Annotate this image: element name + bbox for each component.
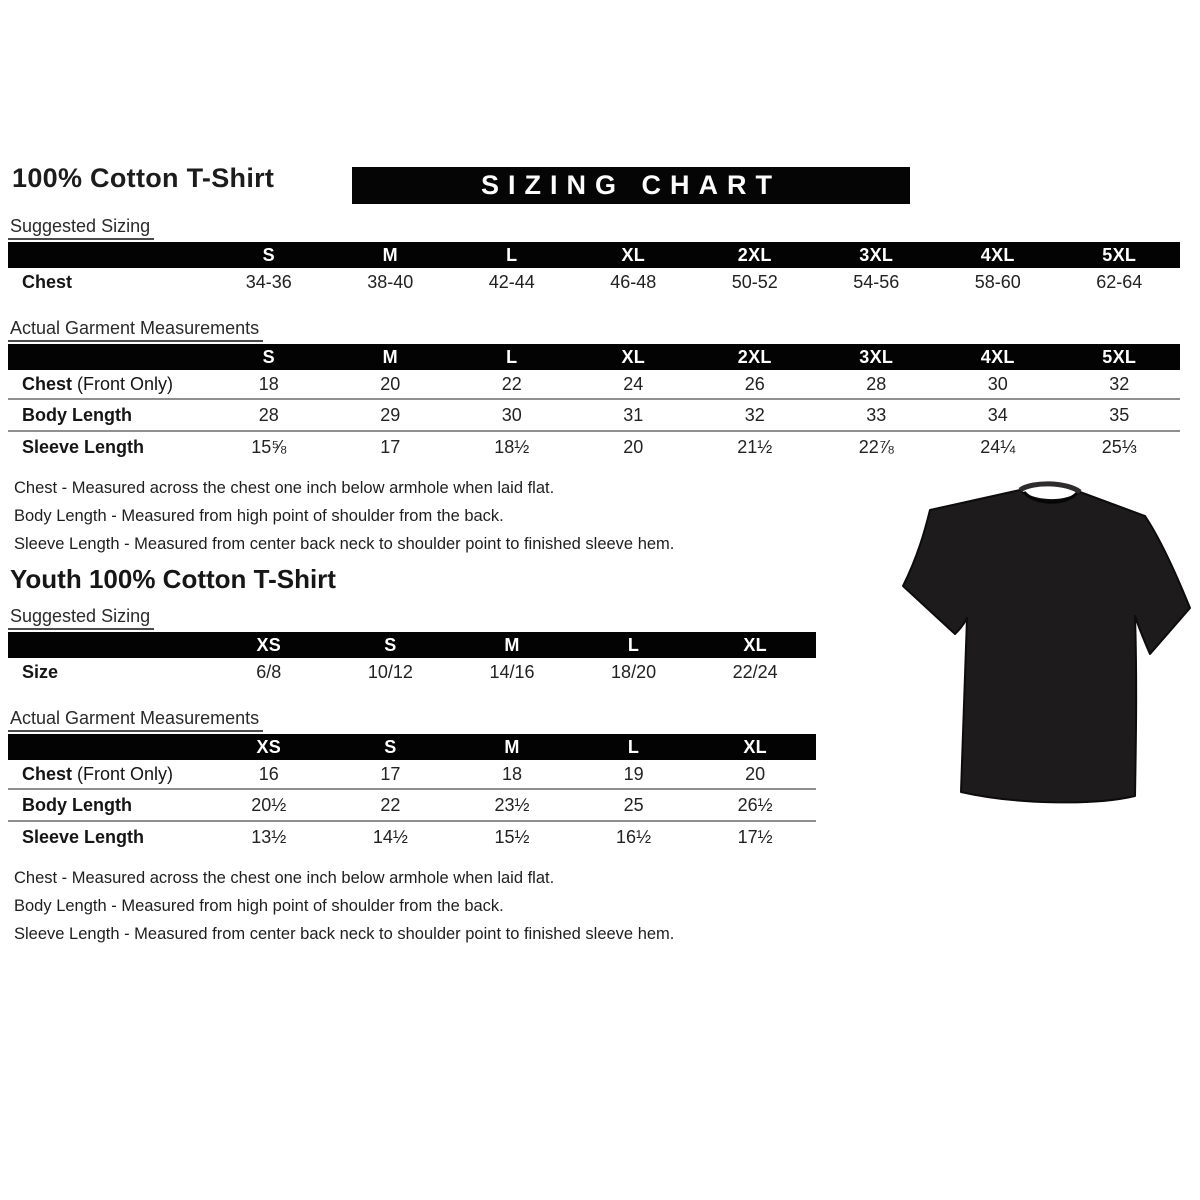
measurement-cell: 23½ [494, 794, 530, 815]
measurement-cell: 26 [744, 373, 765, 394]
row-label [8, 764, 208, 785]
measurement-cell: 24 [623, 373, 644, 394]
measurement-cell: 34-36 [245, 271, 292, 292]
youth-actual-measurements-table [8, 734, 816, 852]
measurement-cell: 30 [501, 404, 522, 425]
measurement-cell: 32 [1109, 373, 1130, 394]
measurement-cell: 25 [623, 794, 644, 815]
row-label-text: Body Length [22, 794, 132, 815]
black-tshirt-graphic [893, 478, 1198, 810]
measurement-cell: 6/8 [256, 661, 282, 682]
measurement-cell: 13½ [251, 826, 287, 847]
measurement-cell: 50-52 [731, 271, 778, 292]
measurement-cell: 21½ [737, 436, 773, 457]
measurement-cell: 18/20 [611, 661, 657, 682]
adult-suggested-sizing-table [8, 242, 1180, 296]
table-row [8, 788, 816, 820]
size-header-cell: S [384, 736, 397, 757]
note-chest: Chest - Measured across the chest one inch below armhole when laid flat. [14, 869, 555, 887]
measurement-cell: 15⅝ [251, 436, 287, 457]
size-header-cell: XS [256, 634, 282, 655]
measurement-cell: 22/24 [732, 661, 778, 682]
measurement-cell: 58-60 [974, 271, 1021, 292]
size-header-cell: S [384, 634, 397, 655]
table-row [8, 820, 816, 852]
size-header-cell: 2XL [737, 244, 772, 265]
measurement-cell: 42-44 [488, 271, 535, 292]
row-label [8, 272, 208, 293]
sizing-chart-banner: SIZING CHART [352, 167, 910, 204]
measurement-cell: 14/16 [489, 661, 535, 682]
measurement-cell: 20 [380, 373, 401, 394]
table-row [8, 370, 1180, 398]
size-header-cell: 2XL [737, 346, 772, 367]
size-header-cell: L [506, 244, 518, 265]
youth-actual-header-row [8, 734, 816, 760]
size-header-cell: 5XL [1102, 244, 1137, 265]
note-sleeve-length: Sleeve Length - Measured from center back neck to shoulder point to finished sleeve hem. [14, 925, 675, 943]
measurement-cell: 17½ [737, 826, 773, 847]
measurement-cell: 22 [501, 373, 522, 394]
size-header-cell: XL [743, 634, 767, 655]
measurement-cell: 34 [987, 404, 1008, 425]
youth-section-title: Youth 100% Cotton T-Shirt [10, 564, 336, 594]
size-header-cell: M [382, 346, 398, 367]
adult-actual-header-row [8, 344, 1180, 370]
size-header-cell: 3XL [859, 346, 894, 367]
note-chest: Chest - Measured across the chest one inch below armhole when laid flat. [14, 479, 555, 497]
size-header-cell: S [262, 346, 275, 367]
table-row [8, 760, 816, 788]
measurement-cell: 17 [380, 436, 401, 457]
measurement-cell: 22 [380, 794, 401, 815]
measurement-cell: 38-40 [367, 271, 414, 292]
measurement-cell: 20 [745, 763, 766, 784]
measurement-cell: 33 [866, 404, 887, 425]
youth-suggested-header-row [8, 632, 816, 658]
adult-actual-measurements-label: Actual Garment Measurements [8, 318, 263, 342]
row-label-text: Body Length [22, 404, 132, 425]
row-label-suffix: (Front Only) [72, 763, 174, 784]
measurement-cell: 15½ [494, 826, 530, 847]
measurement-cell: 19 [623, 763, 644, 784]
table-row [8, 398, 1180, 430]
size-header-cell: S [262, 244, 275, 265]
row-label [8, 374, 208, 395]
adult-actual-measurements-table [8, 344, 1180, 462]
measurement-cell: 28 [866, 373, 887, 394]
measurement-cell: 20½ [251, 794, 287, 815]
row-label [8, 662, 208, 683]
row-label [8, 437, 208, 458]
measurement-cell: 17 [380, 763, 401, 784]
measurement-cell: 54-56 [853, 271, 900, 292]
table-row [8, 430, 1180, 462]
header [8, 163, 1200, 204]
measurement-cell: 18½ [494, 436, 530, 457]
size-header-cell: XL [743, 736, 767, 757]
measurement-cell: 46-48 [610, 271, 657, 292]
youth-measurement-notes [14, 864, 1200, 948]
size-header-cell: L [627, 634, 640, 655]
size-header-cell: XL [621, 244, 646, 265]
size-header-cell: XL [621, 346, 646, 367]
table-row [8, 268, 1180, 296]
size-header-cell: L [506, 346, 518, 367]
measurement-cell: 18 [501, 763, 522, 784]
note-body-length: Body Length - Measured from high point of shoulder from the back. [14, 897, 504, 915]
note-body-length: Body Length - Measured from high point of shoulder from the back. [14, 507, 504, 525]
size-header-cell: M [504, 634, 520, 655]
measurement-cell: 16½ [616, 826, 652, 847]
row-label-text: Chest [22, 763, 73, 784]
size-header-cell: M [382, 244, 398, 265]
measurement-cell: 29 [380, 404, 401, 425]
measurement-cell: 18 [258, 373, 279, 394]
note-sleeve-length: Sleeve Length - Measured from center back neck to shoulder point to finished sleeve hem. [14, 535, 675, 553]
measurement-cell: 25⅓ [1101, 436, 1137, 457]
youth-suggested-sizing-label: Suggested Sizing [8, 606, 154, 630]
measurement-cell: 20 [623, 436, 644, 457]
youth-actual-measurements-label: Actual Garment Measurements [8, 708, 263, 732]
row-label-text: Chest [22, 271, 73, 292]
row-label [8, 795, 208, 816]
row-label-text: Size [22, 661, 59, 682]
size-header-cell: 3XL [859, 244, 894, 265]
size-header-cell: 5XL [1102, 346, 1137, 367]
measurement-cell: 22⅞ [858, 436, 894, 457]
measurement-cell: 30 [987, 373, 1008, 394]
adult-suggested-sizing-label: Suggested Sizing [8, 216, 154, 240]
page-title: 100% Cotton T-Shirt [12, 163, 275, 193]
measurement-cell: 28 [258, 404, 279, 425]
size-header-cell: M [504, 736, 520, 757]
size-header-cell: L [627, 736, 640, 757]
measurement-cell: 32 [744, 404, 765, 425]
size-header-cell: 4XL [980, 346, 1015, 367]
tshirt-image [893, 478, 1198, 810]
adult-suggested-header-row [8, 242, 1180, 268]
measurement-cell: 24¼ [980, 436, 1016, 457]
size-header-cell: XS [256, 736, 282, 757]
row-label-text: Chest [22, 373, 73, 394]
table-row [8, 658, 816, 686]
measurement-cell: 26½ [737, 794, 773, 815]
measurement-cell: 62-64 [1096, 271, 1143, 292]
measurement-cell: 31 [623, 404, 644, 425]
youth-suggested-sizing-table [8, 632, 816, 686]
measurement-cell: 14½ [372, 826, 408, 847]
measurement-cell: 10/12 [367, 661, 413, 682]
row-label [8, 827, 208, 848]
row-label-text: Sleeve Length [22, 436, 145, 457]
measurement-cell: 16 [258, 763, 279, 784]
row-label [8, 405, 208, 426]
row-label-suffix: (Front Only) [72, 373, 174, 394]
size-header-cell: 4XL [980, 244, 1015, 265]
measurement-cell: 35 [1109, 404, 1130, 425]
row-label-text: Sleeve Length [22, 826, 145, 847]
